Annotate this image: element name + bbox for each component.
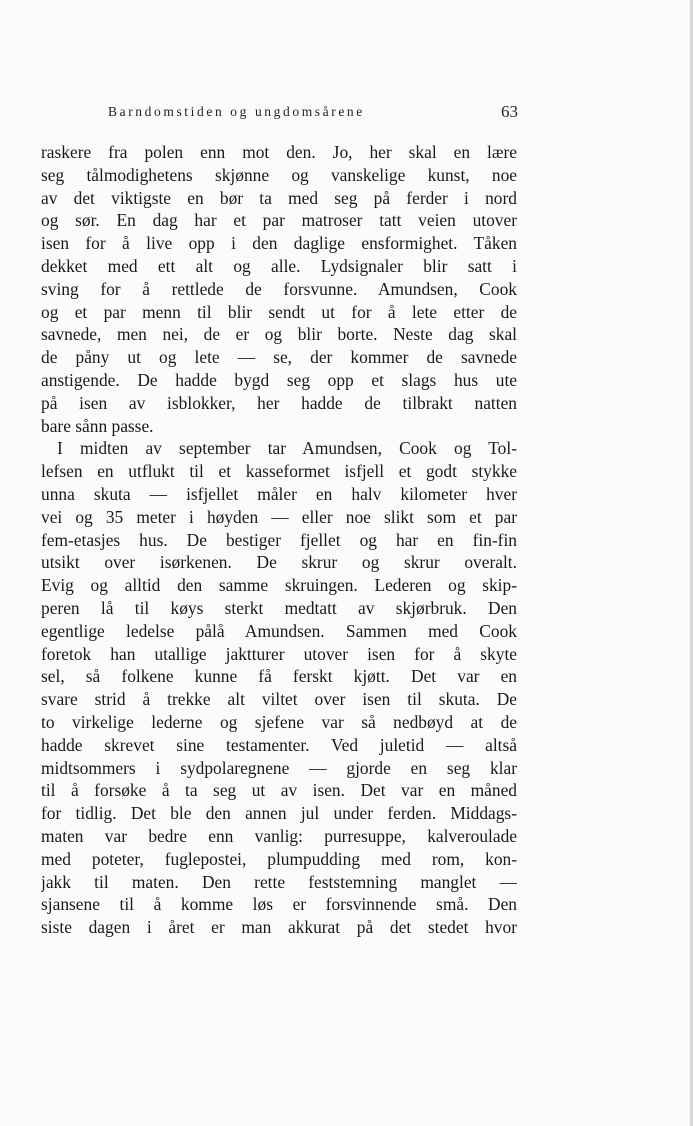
text-line: jakk til maten. Den rette feststemning manglet — [41,871,517,892]
page-number: 63 [501,102,518,121]
text-line: med poteter, fuglepostei, plumpudding med rom, kon- [41,848,517,869]
text-line: to virkelige lederne og sjefene var så nedbøyd at de [41,711,517,732]
text-line: til å forsøke å ta seg ut av isen. Det var en måned [41,780,517,801]
text-line: foretok han utallige jaktturer utover isen for å skyte [41,643,517,664]
text-line: for tidlig. Det ble den annen jul under ferden. Middags- [41,803,517,824]
text-line: peren lå til køys sterkt medtatt av skjørbruk. Den [41,597,517,618]
text-line: og sør. En dag har et par matroser tatt veien utover [41,210,517,231]
text-line: isen for å live opp i den daglige ensformighet. Tåken [41,233,517,254]
text-line: sving for å rettlede de forsvunne. Amundsen, Cook [41,278,517,299]
text-line: dekket med ett alt og alle. Lydsignaler blir satt i [41,255,517,276]
body-text [41,141,517,939]
text-line: seg tålmodighetens skjønne og vanskelige kunst, noe [41,164,517,185]
running-head [108,100,518,126]
text-line: midtsommers i sydpolaregnene — gjorde en seg klar [41,757,517,778]
text-line: fem-etasjes hus. De bestiger fjellet og har en fin-fin [41,529,517,550]
paragraph-last-line: bare sånn passe. [41,415,154,436]
text-line: av det viktigste en bør ta med seg på ferder i nord [41,187,517,208]
text-line: unna skuta — isfjellet måler en halv kilometer hver [41,483,517,504]
text-line: sel, så folkene kunne få ferskt kjøtt. Det var en [41,666,517,687]
text-line: lefsen en utflukt til et kasseformet isfjell et godt stykke [41,461,517,482]
text-line: raskere fra polen enn mot den. Jo, her skal en lære [41,142,517,162]
text-line: de påny ut og lete — se, der kommer de savnede [41,347,517,368]
text-line: egentlige ledelse pålå Amundsen. Sammen med Cook [41,620,517,641]
text-line: anstigende. De hadde bygd seg opp et slags hus ute [41,369,517,390]
text-line: sjansene til å komme løs er forsvinnende små. Den [41,894,517,915]
running-title: Barndomstiden og ungdomsårene [108,104,365,119]
text-line: på isen av isblokker, her hadde de tilbrakt natten [41,392,517,413]
text-line: svare strid å trekke alt viltet over isen til skuta. De [41,689,517,710]
text-line: maten var bedre enn vanlig: purresuppe, kalveroulade [41,825,517,846]
text-line: siste dagen i året er man akkurat på det stedet hvor [41,917,517,938]
paragraph-first-line: I midten av september tar Amundsen, Cook og Tol- [57,438,517,459]
text-line: vei og 35 meter i høyden — eller noe slikt som et par [41,506,517,527]
text-line: og et par menn til blir sendt ut for å lete etter de [41,301,517,322]
text-line: Evig og alltid den samme skruingen. Lederen og skip- [41,575,517,596]
text-line: hadde skrevet sine testamenter. Ved juletid — altså [41,734,517,755]
text-line: savnede, men nei, de er og blir borte. Neste dag skal [41,324,517,345]
text-line: utsikt over isørkenen. De skrur og skrur overalt. [41,552,517,573]
